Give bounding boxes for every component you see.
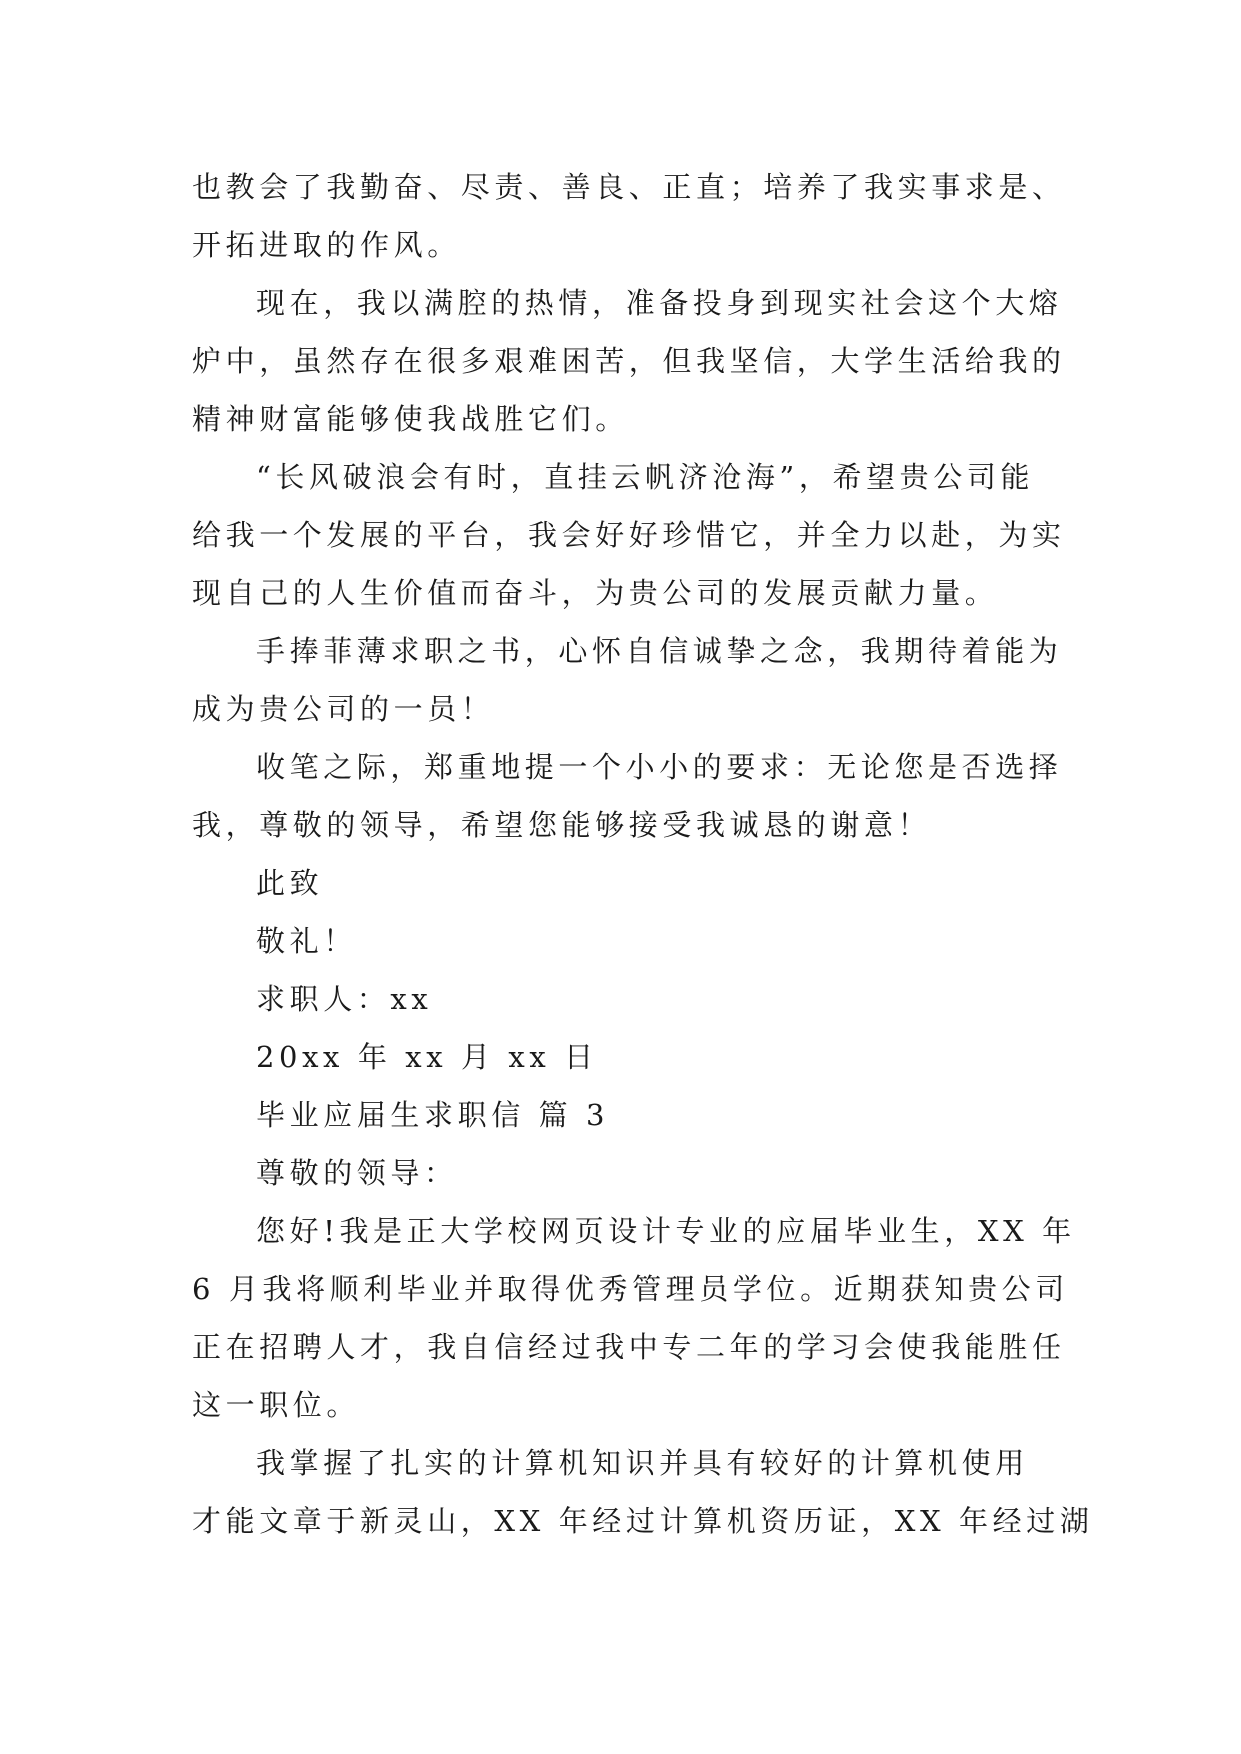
text-line: 精神财富能够使我战胜它们。 xyxy=(192,402,629,436)
closing-regards: 敬礼！ xyxy=(256,924,357,958)
text-line: 您好!我是正大学校网页设计专业的应届毕业生，XX 年 xyxy=(256,1214,1076,1248)
section-title: 毕业应届生求职信 篇 3 xyxy=(256,1098,610,1132)
text-line: 开拓进取的作风。 xyxy=(192,228,461,262)
text-line: 炉中，虽然存在很多艰难困苦，但我坚信，大学生活给我的 xyxy=(192,344,1066,378)
text-line: 现自己的人生价值而奋斗，为贵公司的发展贡献力量。 xyxy=(192,576,999,610)
text-line: 我掌握了扎实的计算机知识并具有较好的计算机使用 xyxy=(256,1446,1029,1480)
closing-salutation: 此致 xyxy=(256,866,324,900)
text-line: 收笔之际，郑重地提一个小小的要求：无论您是否选择 xyxy=(256,750,1063,784)
text-line: 我，尊敬的领导，希望您能够接受我诚恳的谢意！ xyxy=(192,808,932,842)
text-line: 才能文章于新灵山，XX 年经过计算机资历证，XX 年经过湖 xyxy=(192,1504,1094,1538)
text-line: 这一职位。 xyxy=(192,1388,361,1422)
text-line: 手捧菲薄求职之书，心怀自信诚挚之念，我期待着能为 xyxy=(256,634,1063,668)
text-line: 也教会了我勤奋、尽责、善良、正直；培养了我实事求是、 xyxy=(192,170,1066,204)
greeting-line: 尊敬的领导： xyxy=(256,1156,458,1190)
text-line: 正在招聘人才，我自信经过我中专二年的学习会使我能胜任 xyxy=(192,1330,1066,1364)
text-line: “长风破浪会有时，直挂云帆济沧海”，希望贵公司能 xyxy=(256,460,1035,494)
letter-body xyxy=(192,158,1094,1550)
text-line: 现在，我以满腔的热情，准备投身到现实社会这个大熔 xyxy=(256,286,1063,320)
text-line: 给我一个发展的平台，我会好好珍惜它，并全力以赴，为实 xyxy=(192,518,1066,552)
text-line: 成为贵公司的一员！ xyxy=(192,692,495,726)
text-line: 6 月我将顺利毕业并取得优秀管理员学位。近期获知贵公司 xyxy=(192,1272,1069,1306)
date-line: 20xx 年 xx 月 xx 日 xyxy=(256,1040,598,1074)
signature-line: 求职人：xx xyxy=(256,982,433,1016)
